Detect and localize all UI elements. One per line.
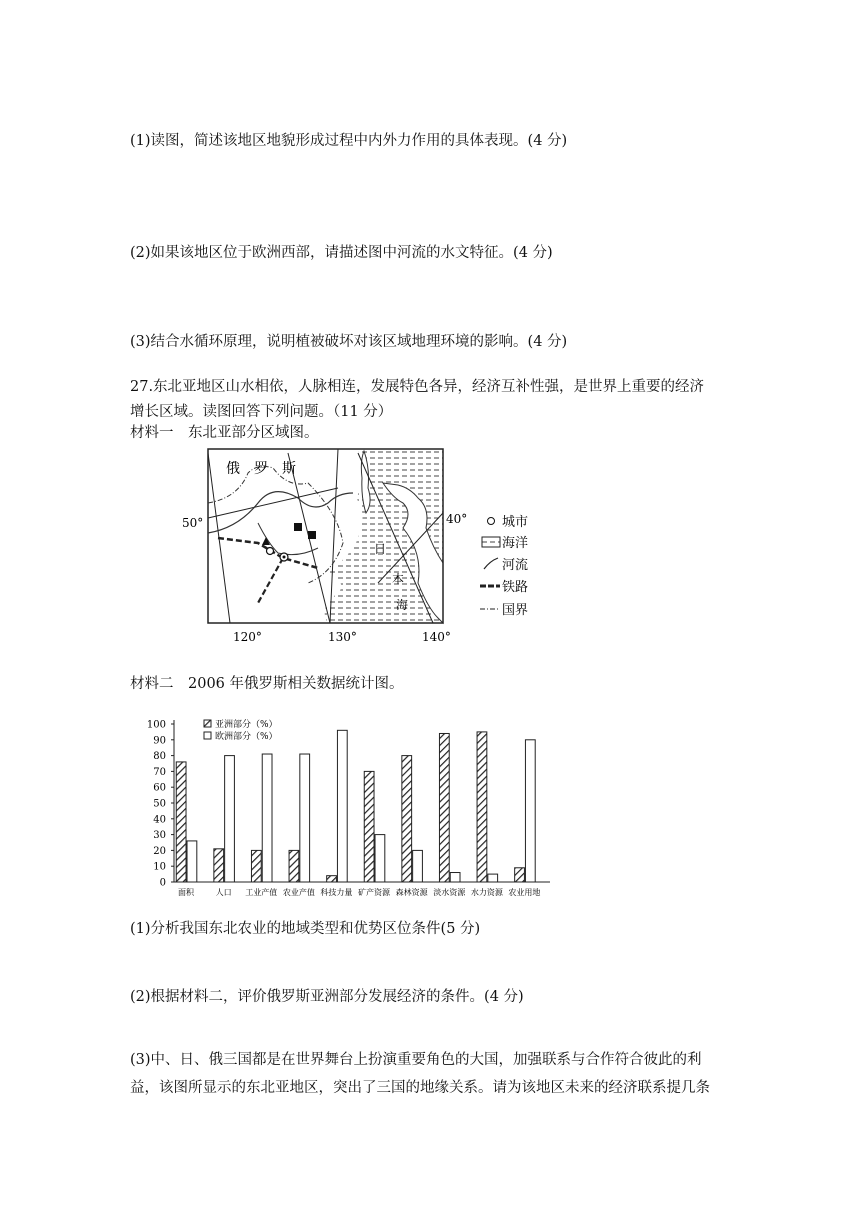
chart-legend: [204, 718, 278, 742]
q27-question-1: (1)分析我国东北农业的地域类型和优势区位条件(5 分): [130, 921, 481, 937]
legend-river-label: 河流: [502, 558, 529, 573]
y-tick-label: 0: [159, 877, 166, 889]
bar-asia: [402, 756, 412, 882]
q26-question-3: (3)结合水循环原理，说明植被破坏对该区域地理环境的影响。(4 分): [130, 334, 568, 350]
chart-axes: [147, 720, 550, 889]
legend-ocean-label: 海洋: [502, 536, 529, 551]
legend-border-label: 国界: [502, 603, 529, 618]
x-tick-label: 森林资源: [395, 888, 428, 897]
bar-asia: [515, 868, 525, 882]
legend-europe-swatch: [204, 732, 211, 739]
y-tick-label: 40: [153, 814, 166, 826]
legend-city-icon: [488, 518, 495, 525]
bar-asia: [439, 733, 449, 882]
city-square-2: [308, 531, 316, 539]
y-tick-label: 10: [153, 861, 166, 873]
x-tick-label: 农业产值: [282, 888, 315, 897]
q26-question-1: (1)读图，简述该地区地貌形成过程中内外力作用的具体表现。(4 分): [130, 133, 568, 149]
lat-50-label: 50°: [182, 516, 204, 530]
q27-question-2: (2)根据材料二，评价俄罗斯亚洲部分发展经济的条件。(4 分): [130, 989, 524, 1005]
y-tick-label: 50: [153, 798, 166, 810]
legend-asia-label: 亚洲部分（%）: [215, 720, 278, 730]
q27-question-3-line-2: 益，该图所显示的东北亚地区，突出了三国的地缘关系。请为该地区未来的经济联系提几条: [130, 1080, 710, 1096]
border-line: [208, 466, 343, 583]
bar-europe: [187, 841, 197, 882]
bar-europe: [375, 835, 385, 882]
bar-asia: [364, 771, 374, 882]
x-tick-label: 人口: [215, 888, 232, 897]
bar-europe: [300, 754, 310, 882]
legend-city-label: 城市: [502, 515, 529, 530]
y-tick-label: 30: [153, 830, 166, 842]
y-tick-label: 60: [153, 782, 166, 794]
bar-europe: [225, 756, 235, 882]
y-tick-label: 80: [153, 751, 166, 763]
chart-x-labels: [178, 887, 540, 897]
bar-asia: [214, 849, 224, 882]
map-label-sea-2: 本: [392, 572, 405, 586]
russia-stats-bar-chart: [140, 712, 560, 902]
x-tick-label: 面积: [178, 888, 195, 897]
bar-europe: [337, 730, 347, 882]
q27-intro-line-1: 27.东北亚地区山水相依，人脉相连，发展特色各异，经济互补性强，是世界上重要的经济: [130, 379, 705, 395]
legend-railway-label: 铁路: [502, 580, 529, 595]
bar-europe: [413, 850, 423, 882]
bar-europe: [525, 740, 535, 882]
q27-intro-line-2: 增长区域。读图回答下列问题。（11 分）: [130, 404, 393, 420]
bar-europe: [450, 873, 460, 882]
x-tick-label: 矿产资源: [358, 888, 391, 897]
lon-140-label: 140°: [422, 630, 451, 644]
bar-asia: [176, 762, 186, 882]
legend-europe-label: 欧洲部分（%）: [215, 732, 278, 742]
material-1-caption: 材料一 东北亚部分区域图。: [130, 425, 319, 441]
map-label-sea-1: 日: [374, 542, 387, 556]
q27-question-3-line-1: (3)中、日、俄三国都是在世界舞台上扮演重要角色的大国，加强联系与合作符合彼此的利: [130, 1052, 702, 1068]
y-tick-label: 70: [153, 766, 166, 778]
bar-asia: [289, 850, 299, 882]
x-tick-label: 水力资源: [470, 888, 503, 897]
y-tick-label: 90: [153, 735, 166, 747]
lon-130-label: 130°: [328, 630, 357, 644]
x-tick-label: 工业产值: [245, 888, 278, 897]
legend-river-icon: [484, 558, 498, 569]
bar-europe: [262, 754, 272, 882]
map-label-sea-3: 海: [396, 598, 409, 612]
bar-asia: [477, 732, 487, 882]
bar-asia: [327, 876, 337, 882]
x-tick-label: 农业用地: [508, 888, 541, 897]
q27-question-3: [130, 1046, 730, 1102]
y-tick-label: 20: [153, 845, 166, 857]
lat-40-label: 40°: [446, 512, 468, 526]
bar-asia: [251, 850, 261, 882]
map-legend: [480, 515, 528, 618]
city-circle-1: [267, 548, 274, 555]
map-label-russia: 俄 罗 斯: [226, 461, 296, 477]
x-tick-label: 科技力量: [320, 888, 353, 897]
northeast-asia-map: [178, 443, 543, 648]
chart-bars: [176, 730, 535, 882]
city-square-1: [294, 523, 302, 531]
bar-europe: [488, 874, 498, 882]
legend-ocean-icon: [482, 537, 500, 547]
x-tick-label: 淡水资源: [433, 888, 466, 897]
q26-question-2: (2)如果该地区位于欧洲西部，请描述图中河流的水文特征。(4 分): [130, 245, 553, 261]
material-2-caption: 材料二 2006 年俄罗斯相关数据统计图。: [130, 676, 404, 692]
lon-120-label: 120°: [233, 630, 262, 644]
y-tick-label: 100: [146, 719, 166, 731]
legend-asia-swatch: [204, 720, 211, 727]
